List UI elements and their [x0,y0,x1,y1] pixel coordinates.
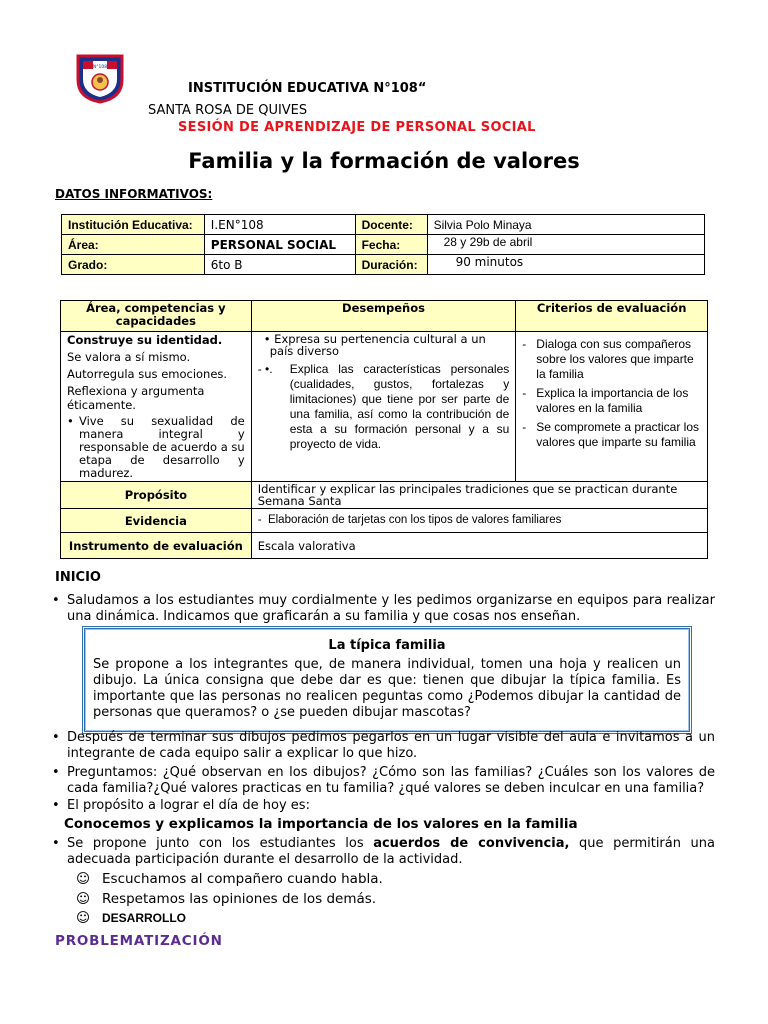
list-item [52,730,715,762]
table-header-row [61,301,708,332]
capacity-2: Autorregula sus emociones. [67,367,228,381]
page-title: Familia y la formación de valores [188,149,580,173]
school-crest-logo [74,52,126,104]
bullet-icon: • [67,414,74,428]
bullet-icon: • [52,593,60,608]
teacher-value: Silvia Polo Minaya [427,215,704,235]
evidencia-label: Evidencia [61,509,252,533]
dash-marker: - [522,386,527,400]
criterio-1: Dialoga con sus compañeros sobre los valores que imparte la familia [536,337,694,381]
header-area: Área, competencias y capacidades [61,301,252,332]
school-name: INSTITUCIÓN EDUCATIVA N°108“ [188,81,427,96]
area-value: PERSONAL SOCIAL [204,235,355,255]
grade-value: 6to B [204,255,355,275]
inicio-paragraph-4: El propósito a lograr el día de hoy es: [67,798,310,813]
dash-marker: - •. [257,362,273,376]
evidencia-cell: - Elaboración de tarjetas con los tipos de valores familiares [251,509,707,533]
instrumento-label: Instrumento de evaluación [61,533,252,559]
bullet-icon: • [52,798,60,813]
list-item [52,798,715,814]
problematizacion-heading: PROBLEMATIZACIÓN [55,933,223,949]
agreement-2: Respetamos las opiniones de los demás. [102,891,377,907]
logo-text: N°108 [92,65,108,70]
table-row [61,332,708,482]
list-item [67,415,245,480]
box-body: Se propone a los integrantes que, de manera individual, tomen una hoja y realicen un dibujo. La única consigna que debe dar es que: tienen que dibujar la típica familia. Es importante que las personas no realicen peguntas como ¿Podemos dibujar la cantidad de personas que queramos? o ¿se pueden dibujar mascotas? [93,657,681,720]
info-table [61,214,705,275]
section-heading: DATOS INFORMATIVOS: [55,187,213,201]
date-label: Fecha: [355,235,427,255]
list-item [76,891,376,907]
list-item [52,765,715,797]
bullet-icon: • [52,836,60,851]
grade-label: Grado: [62,255,205,275]
criterio-2: Explica la importancia de los valores en la familia [536,386,689,415]
smiley-icon: ☺ [76,891,91,907]
inicio-paragraph-2: Después de terminar sus dibujos pedimos pegarlos en un lugar visible del aula e invitamos a un integrante de cada equipo salir a explicar lo que hizo. [67,730,715,761]
session-heading: SESIÓN DE APRENDIZAJE DE PERSONAL SOCIAL [178,120,536,135]
smiley-icon: ☺ [76,871,91,887]
learning-goal: Conocemos y explicamos la importancia de los valores en la familia [64,816,578,832]
competence: Construye su identidad. [67,333,223,347]
capacity-1: Se valora a sí mismo. [67,350,191,364]
criterios-cell [516,332,708,482]
duration-label: Duración: [355,255,427,275]
list-item [76,871,383,887]
evidencia-value: Elaboración de tarjetas con los tipos de valores familiares [267,514,562,526]
proposito-label: Propósito [61,482,252,509]
capacity-bullet: Vive su sexualidad de manera integral y responsable de acuerdo a su etapa de desarrollo y madurez. [79,414,245,480]
header-criterios: Criterios de evaluación [516,301,708,332]
list-item [52,836,715,868]
list-item [76,910,186,926]
table-row [61,533,708,559]
desempeno-2: Explica las características personales (cualidades, gustos, fortalezas y limitaciones) que tiene por ser parte de una familia, así como la contribución de esta a su formación personal y a su proyecto de vida. [289,362,510,451]
competences-cell [61,332,252,482]
inicio-paragraph-1: Saludamos a los estudiantes muy cordialmente y les pedimos organizarse en equipos para realizar una dinámica. Indicamos que graficarán a su familia y que cosas nos enseñan. [67,593,715,624]
desempenos-cell [251,332,516,482]
desempeno-1: • Expresa su pertenencia cultural a un país diverso [263,332,486,358]
bullet-icon: • [52,765,60,780]
bullet-icon: • [52,730,60,745]
header-desempenos: Desempeños [251,301,516,332]
instrumento-value: Escala valorativa [251,533,707,559]
inicio-heading: INICIO [55,570,101,585]
table-row [61,509,708,533]
proposito-value: Identificar y explicar las principales tradiciones que se practican durante Semana Santa [251,482,707,509]
list-item [258,362,510,452]
activity-box [82,626,692,734]
table-row [62,215,705,235]
inicio-paragraph-3: Preguntamos: ¿Qué observan en los dibujos? ¿Cómo son las familias? ¿Cuáles son los valores de cada familia?¿Qué valores practicas en tu familia? ¿qué valores se deben inculcar en una familia? [67,765,715,796]
list-item [522,386,701,416]
smiley-icon: ☺ [76,910,91,926]
planning-table [60,300,708,559]
desempeno-1-text: Expresa su pertenencia cultural a un país diverso [269,332,486,358]
town-name: SANTA ROSA DE QUIVES [148,103,308,118]
teacher-label: Docente: [355,215,427,235]
desarrollo-heading: DESARROLLO [102,911,186,925]
p5-before: Se propone junto con los estudiantes los [67,836,374,851]
p5-bold: acuerdos de convivencia, [373,836,570,851]
criterio-3: Se compromete a practicar los valores que imparte su familia [536,420,700,449]
dash-marker: - [522,337,527,351]
list-item [522,337,701,382]
area-label: Área: [62,235,205,255]
dash-marker: - [522,420,527,434]
list-item [522,420,701,450]
duration-value: 90 minutos [427,255,704,275]
table-row [62,235,705,255]
institution-label: Institución Educativa: [62,215,205,235]
table-row [62,255,705,275]
list-item [52,593,715,625]
capacity-3: Reflexiona y argumenta éticamente. [67,384,205,412]
p5-after: que permitirán una adecuada participación durante el desarrollo de la actividad. [67,836,715,867]
institution-value: I.EN°108 [204,215,355,235]
date-value: 28 y 29b de abril [427,235,704,255]
inicio-paragraph-5 [67,836,715,868]
agreement-1: Escuchamos al compañero cuando habla. [102,871,383,887]
table-row [61,482,708,509]
box-title: La típica familia [328,638,446,653]
